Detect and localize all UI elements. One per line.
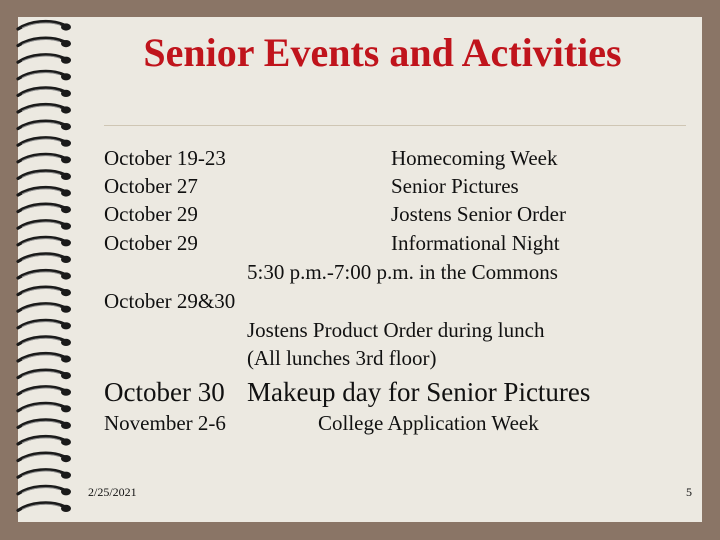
- spiral-ring: [18, 304, 71, 313]
- spiral-ring: [18, 437, 71, 446]
- spiral-ring: [18, 38, 71, 47]
- spiral-ring: [18, 204, 71, 213]
- product-order-detail: Jostens Product Order during lunch: [247, 318, 545, 342]
- spiral-ring: [18, 354, 71, 363]
- info-night-time: 5:30 p.m.-7:00 p.m. in the Commons: [247, 260, 558, 284]
- spiral-ring: [18, 387, 71, 396]
- spiral-ring: [18, 154, 71, 163]
- spiral-ring: [18, 55, 71, 64]
- spiral-ring: [18, 221, 71, 230]
- spiral-ring: [18, 254, 71, 263]
- row-event: Homecoming Week: [391, 146, 558, 170]
- spiral-ring: [18, 420, 71, 429]
- page-number: 5: [686, 485, 692, 499]
- spiral-ring: [18, 71, 71, 80]
- row-date: October 29: [104, 231, 198, 255]
- product-order-location: (All lunches 3rd floor): [247, 346, 437, 370]
- spiral-ring: [18, 320, 71, 329]
- spiral-ring: [18, 453, 71, 462]
- spiral-ring: [18, 22, 71, 31]
- row-date: November 2-6: [104, 411, 226, 435]
- row-date: October 29&30: [104, 289, 236, 313]
- row-event: Makeup day for Senior Pictures: [247, 377, 591, 407]
- spiral-ring: [18, 337, 71, 346]
- slide-title: Senior Events and Activities: [143, 30, 622, 75]
- row-event: Senior Pictures: [391, 174, 519, 198]
- row-date: October 29: [104, 202, 198, 226]
- title-divider: [104, 125, 686, 126]
- row-event: Jostens Senior Order: [391, 202, 566, 226]
- spiral-ring: [18, 370, 71, 379]
- row-date: October 19-23: [104, 146, 226, 170]
- spiral-ring: [18, 237, 71, 246]
- spiral-ring: [18, 486, 71, 495]
- spiral-ring: [18, 287, 71, 296]
- spiral-ring: [18, 470, 71, 479]
- spiral-binding: [0, 17, 90, 522]
- row-event: College Application Week: [318, 411, 539, 435]
- spiral-ring: [18, 188, 71, 197]
- spiral-ring: [18, 121, 71, 130]
- footer-date: 2/25/2021: [88, 485, 137, 499]
- row-date: October 27: [104, 174, 198, 198]
- spiral-ring: [18, 88, 71, 97]
- row-event: Informational Night: [391, 231, 560, 255]
- spiral-ring: [18, 503, 71, 512]
- spiral-ring: [18, 138, 71, 147]
- spiral-ring: [18, 105, 71, 114]
- spiral-ring: [18, 271, 71, 280]
- spiral-ring: [18, 403, 71, 412]
- spiral-ring: [18, 171, 71, 180]
- row-date: October 30: [104, 377, 225, 407]
